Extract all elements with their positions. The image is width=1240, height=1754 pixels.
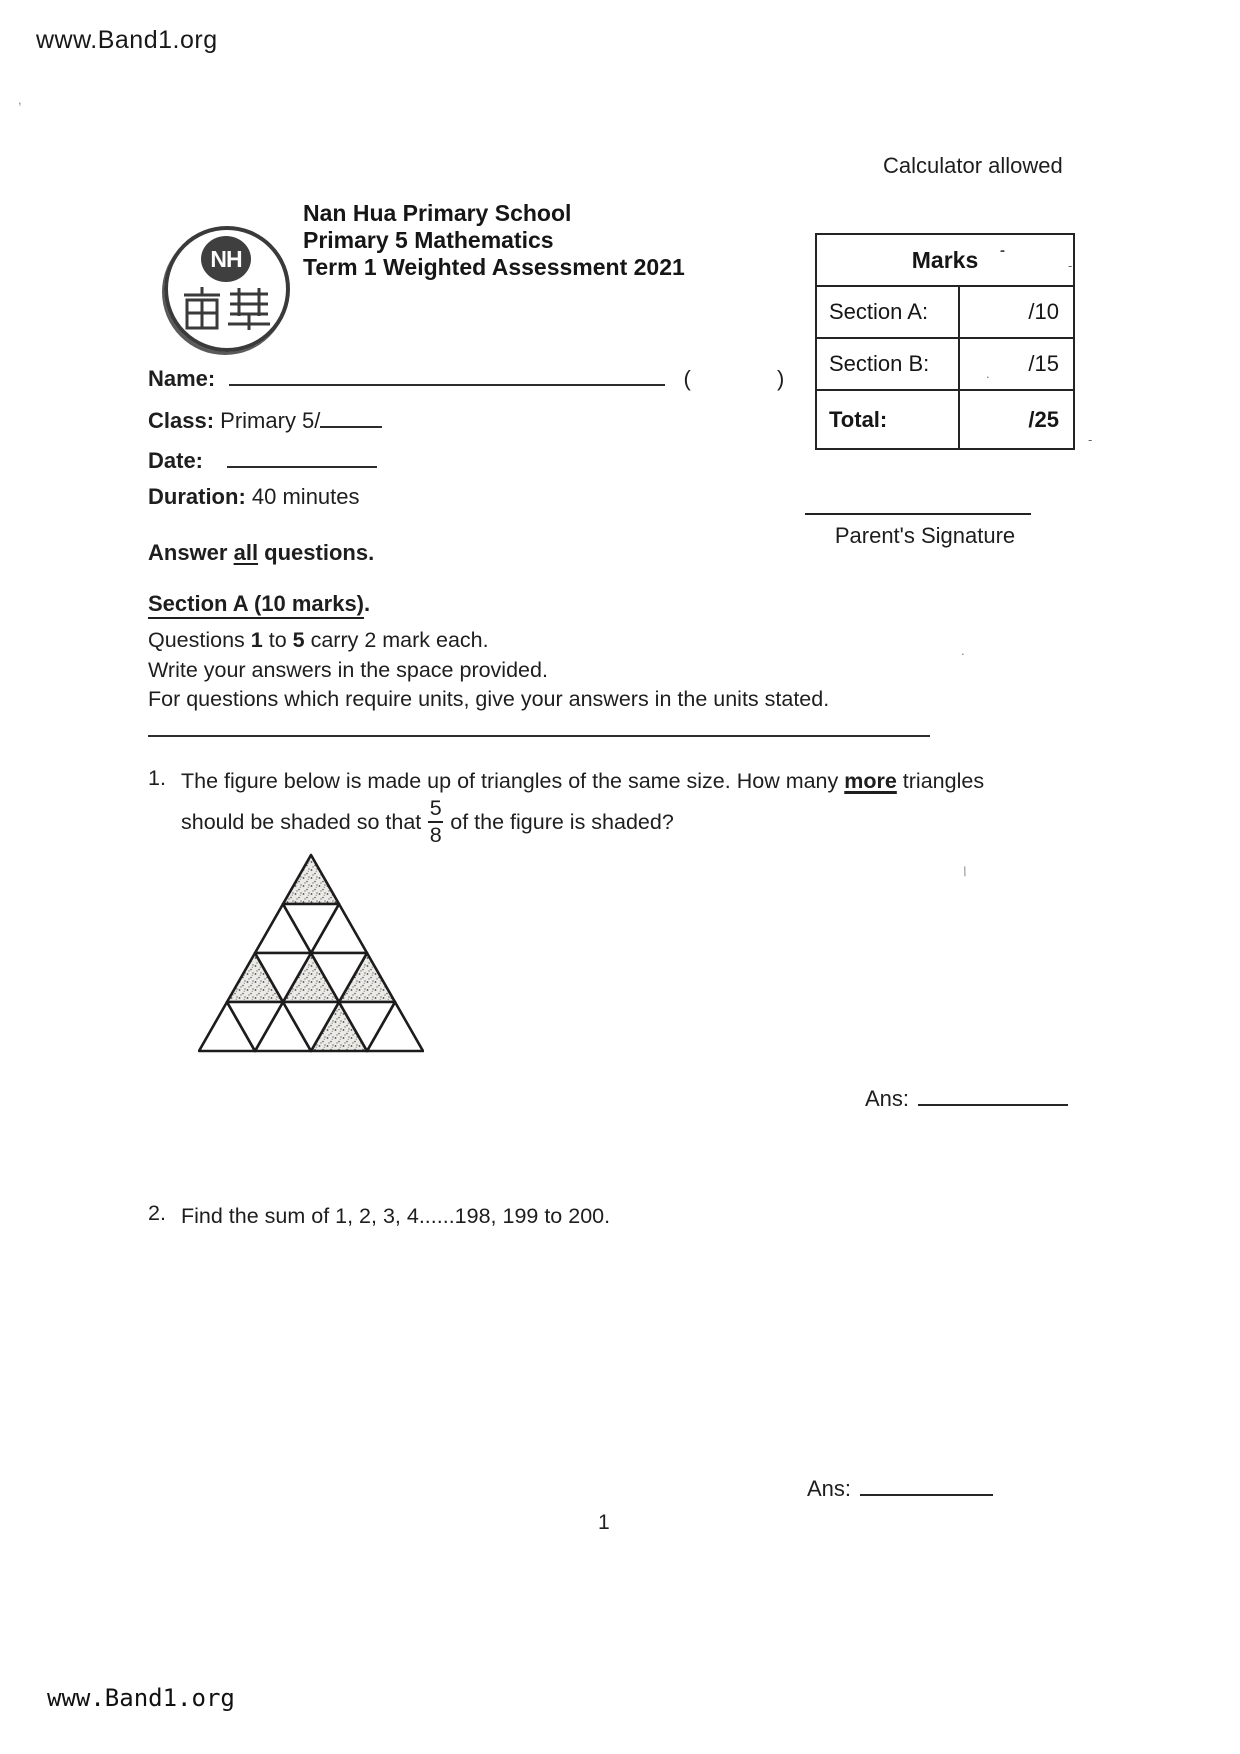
index-paren-close: )	[776, 366, 785, 391]
logo-nh-badge: NH	[201, 236, 251, 282]
calculator-allowed-note: Calculator allowed	[883, 153, 1063, 178]
instr1-q-end: 5	[292, 628, 305, 652]
instruction-line-1	[148, 626, 829, 656]
instr1-q-start: 1	[250, 628, 263, 652]
q1-text-pre: The figure below is made up of triangles of the same size. How many	[181, 769, 845, 793]
name-field-row	[148, 362, 784, 392]
q1-line2-post: of the figure is shaded?	[450, 810, 674, 834]
q2-ans-blank-line	[860, 1470, 993, 1496]
section-a-heading-period: .	[364, 591, 371, 616]
duration-value: 40 minutes	[251, 484, 360, 509]
fraction-numerator: 5	[429, 796, 442, 820]
marks-row-section-b	[816, 338, 1074, 390]
section-b-label: Section B:	[816, 338, 959, 390]
q2-number: 2.	[148, 1201, 166, 1225]
scan-artifact: ,	[18, 92, 22, 107]
duration-label: Duration:	[148, 484, 246, 509]
q1-ans-blank-line	[918, 1080, 1068, 1106]
logo-chinese-characters	[182, 286, 270, 330]
section-a-heading-text: Section A (10 marks)	[148, 591, 364, 619]
date-blank-line	[227, 444, 377, 468]
instr1-mid: to	[262, 628, 293, 652]
section-a-heading	[148, 591, 370, 617]
q2-ans-label: Ans:	[807, 1476, 852, 1501]
school-name: Nan Hua Primary School	[303, 200, 572, 226]
fraction-denominator: 8	[429, 823, 442, 847]
section-a-total: /10	[959, 286, 1074, 338]
instruction-line-2: Write your answers in the space provided.	[148, 657, 548, 682]
signature-line	[805, 513, 1031, 515]
instr1-pre: Questions	[148, 628, 251, 652]
name-label: Name:	[148, 366, 216, 391]
watermark-top: www.Band1.org	[36, 26, 218, 54]
section-b-total: /15	[959, 338, 1074, 390]
answer-all-prefix: Answer	[148, 540, 234, 565]
q1-number: 1.	[148, 766, 166, 790]
q1-text-line1	[181, 766, 1101, 796]
total-label: Total:	[816, 390, 959, 449]
section-a-instructions	[148, 626, 829, 715]
q1-figure-svg	[198, 852, 424, 1056]
q1-fraction-5-8	[428, 797, 443, 847]
q1-text-post: triangles	[896, 769, 985, 793]
school-title-block	[303, 200, 685, 281]
scan-artifact: .	[961, 643, 965, 658]
q1-text-line2	[181, 797, 674, 847]
date-label: Date:	[148, 448, 204, 473]
section-a-label: Section A:	[816, 286, 959, 338]
q1-line2-pre: should be shaded so that	[181, 810, 422, 834]
class-label: Class:	[148, 408, 215, 433]
marks-title: Marks	[816, 234, 1074, 286]
scan-artifact: -	[1088, 432, 1093, 447]
q1-answer-row	[865, 1080, 1068, 1112]
subject-line: Primary 5 Mathematics	[303, 227, 554, 253]
scan-artifact: \	[961, 863, 969, 880]
q2-answer-row	[807, 1470, 993, 1502]
scan-artifact: -	[1000, 242, 1005, 259]
assessment-line: Term 1 Weighted Assessment 2021	[303, 254, 685, 280]
answer-all-instruction	[148, 540, 374, 566]
marks-row-section-a	[816, 286, 1074, 338]
class-blank-line	[320, 404, 382, 428]
instruction-line-3: For questions which require units, give your answers in the units stated.	[148, 687, 830, 711]
date-field-row	[148, 444, 377, 474]
school-logo	[164, 226, 290, 352]
signature-label: Parent's Signature	[834, 523, 1016, 548]
index-paren-open: (	[683, 366, 691, 391]
marks-table	[815, 233, 1075, 450]
q2-text: Find the sum of 1, 2, 3, 4......198, 199 to 200.	[181, 1204, 611, 1228]
instr1-post: carry 2 mark each.	[304, 628, 489, 652]
q1-text-more: more	[844, 769, 897, 793]
scan-artifact: .	[986, 366, 990, 381]
triangle-grid	[199, 855, 423, 1051]
class-field-row	[148, 404, 382, 434]
page-number: 1	[598, 1511, 610, 1534]
duration-field-row	[148, 484, 360, 510]
name-blank-line	[229, 362, 665, 386]
answer-all-suffix: questions.	[258, 540, 375, 565]
marks-header-row	[816, 234, 1074, 286]
total-value: /25	[959, 390, 1074, 449]
q1-ans-label: Ans:	[865, 1086, 910, 1111]
answer-all-underlined: all	[233, 540, 259, 565]
section-divider-rule	[148, 735, 930, 737]
marks-row-total	[816, 390, 1074, 449]
scan-artifact: -	[1068, 258, 1073, 273]
watermark-bottom: www.Band1.org	[47, 1684, 235, 1712]
class-value: Primary 5/	[220, 408, 321, 433]
